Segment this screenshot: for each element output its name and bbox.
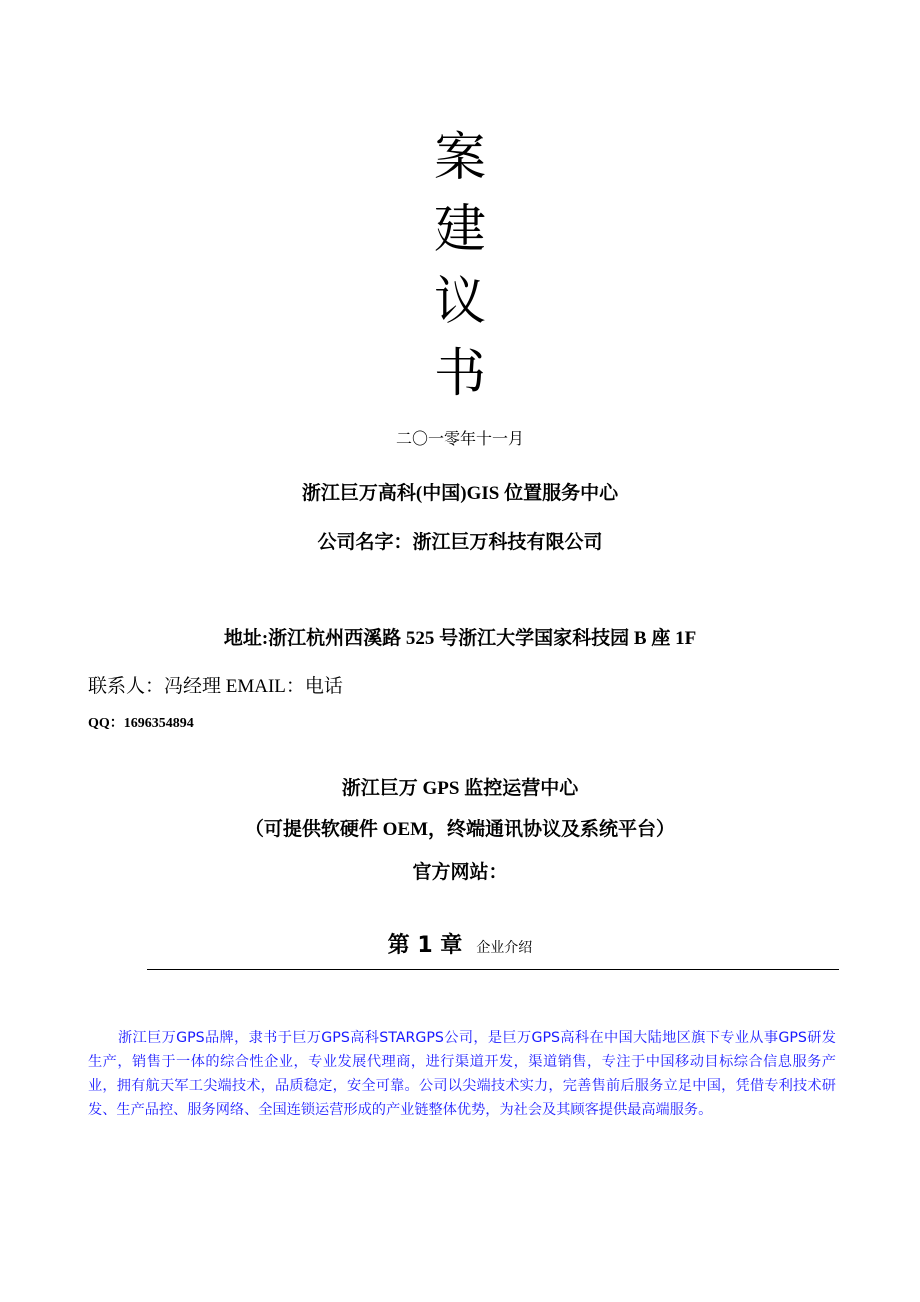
company-intro-paragraph: 浙江巨万GPS品牌，隶书于巨万GPS高科STARGPS公司，是巨万GPS高科在中国大陆地区旗下专业从事GPS研发生产，销售于一体的综合性企业，专业发展代理商，进行渠道开发，渠道销售，专注于中国移动目标综合信息服务产业，拥有航天军工尖端技术，品质稳定，安全可靠。公司以尖端技术实力，完善售前后服务立足中国，凭借专利技术研发、生产品控、服务网络、全国连锁运营形成的产业链整体优势，为社会及其顾客提供最高端服务。 [88, 1030, 836, 1118]
services-line: （可提供软硬件 OEM，终端通讯协议及系统平台） [244, 819, 676, 840]
chapter-number: 第 1 章 [387, 933, 463, 958]
address: 地址:浙江杭州西溪路 525 号浙江大学国家科技园 B 座 1F [223, 628, 697, 649]
contact-line: 联系人：冯经理 EMAIL：电话 [88, 676, 343, 697]
cover-date: 二〇一零年十一月 [395, 429, 524, 448]
title-char-3: 议 [433, 272, 486, 332]
title-char-2: 建 [433, 200, 486, 260]
chapter-divider [147, 969, 839, 970]
company-name: 公司名字：浙江巨万科技有限公司 [317, 532, 603, 553]
qq-line: QQ：1696354894 [88, 716, 194, 731]
title-char-4: 书 [433, 344, 486, 404]
website-label: 官方网站： [412, 862, 508, 883]
chapter-title: 企业介绍 [476, 940, 533, 956]
center-name: 浙江巨万高科(中国)GIS 位置服务中心 [301, 483, 619, 504]
chapter-heading [0, 930, 920, 962]
ops-center: 浙江巨万 GPS 监控运营中心 [341, 778, 579, 799]
title-char-1: 案 [433, 128, 486, 188]
